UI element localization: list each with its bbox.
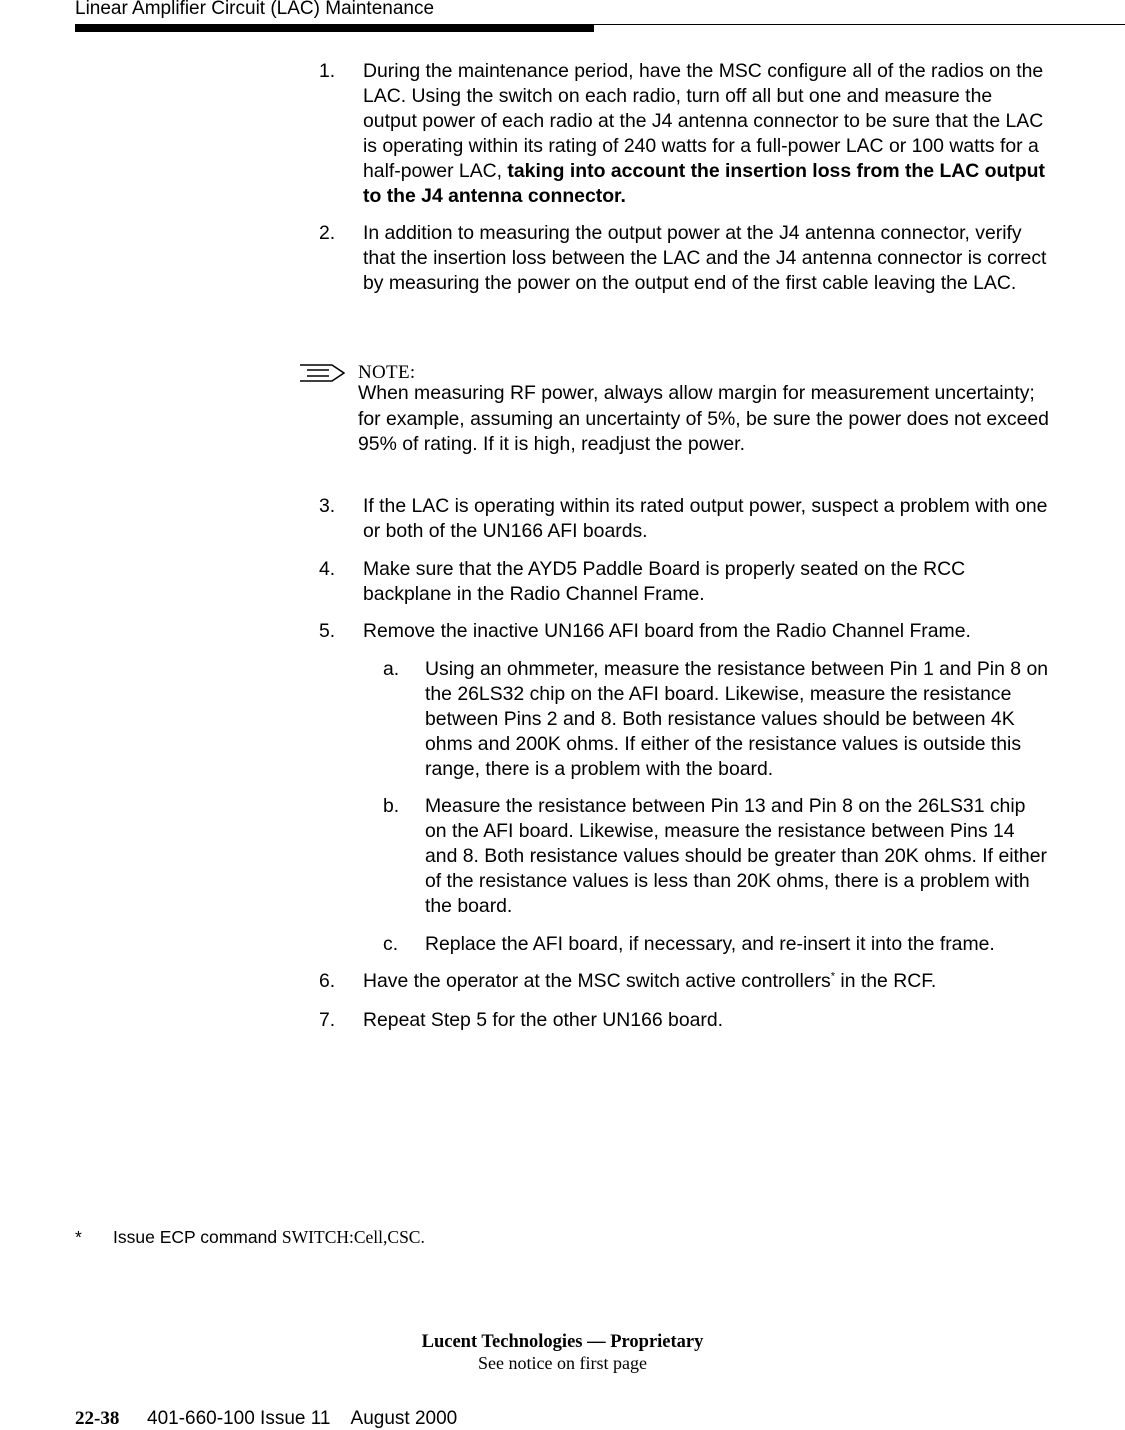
header-rule-bar: [75, 24, 594, 32]
step-text: If the LAC is operating within its rated output power, suspect a problem with one or both of the UN166 AFI boards.: [363, 495, 1048, 542]
substep-letter: a.: [383, 658, 400, 680]
step-number: 4.: [319, 558, 336, 580]
substep-b: [383, 794, 1049, 919]
note-text: When measuring RF power, always allow margin for measurement uncertainty; for example, assuming an uncertainty of 5%, be sure the power does not exceed 95% of rating. If it is high, readjust the power.: [358, 382, 1049, 455]
substep-text: Measure the resistance between Pin 13 and Pin 8 on the 26LS31 chip on the AFI board. Likewise, measure the resistance between Pins 14 and 8. Both resistance values should be greater than 20K ohms. If either of the resistance values is less than 20K ohms, there is a problem with the board.: [425, 795, 1047, 917]
step-text-bold: taking into account the insertion loss from the LAC output to the J4 antenna connector.: [363, 160, 1045, 207]
step-number: 1.: [319, 60, 336, 82]
step-6: [319, 969, 1049, 994]
step-number: 5.: [319, 620, 336, 642]
footnote-command: SWITCH:Cell,CSC.: [281, 1227, 425, 1247]
step-text: Repeat Step 5 for the other UN166 board.: [363, 1009, 724, 1031]
step-text: [363, 969, 1049, 994]
step-2: [319, 221, 1049, 296]
step-number: 2.: [319, 222, 336, 244]
substep-a: [383, 657, 1049, 782]
footnote-reference[interactable]: *: [830, 970, 836, 983]
document-info: 401-660-100 Issue 11 August 2000: [147, 1408, 458, 1429]
footer-notice: See notice on first page: [478, 1353, 647, 1373]
substep-letter: c.: [383, 933, 399, 955]
step-text: [363, 59, 1049, 209]
step-text: Make sure that the AYD5 Paddle Board is properly seated on the RCC backplane in the Radio Channel Frame.: [363, 558, 966, 605]
substep-text: Using an ohmmeter, measure the resistance between Pin 1 and Pin 8 on the 26LS32 chip on the AFI board. Likewise, measure the resistance between Pins 2 and 8. Both resistance values should be between 4K ohms and 200K ohms. If either of the resistance values is outside this range, there is a problem with the board.: [425, 658, 1049, 780]
substep-letter: b.: [383, 795, 400, 817]
footer-company: Lucent Technologies — Proprietary: [421, 1332, 704, 1352]
page-number: 22-38: [75, 1408, 120, 1429]
substep-c: [383, 932, 1049, 957]
step-4: [319, 557, 1049, 607]
step-number: 7.: [319, 1009, 336, 1031]
step-3: [319, 494, 1049, 544]
step-text: In addition to measuring the output power at the J4 antenna connector, verify that the insertion loss between the LAC and the J4 antenna connector is correct by measuring the power on the output end of the first cable leaving the LAC.: [363, 222, 1047, 294]
step-number: 6.: [319, 970, 336, 992]
header-title: Linear Amplifier Circuit (LAC) Maintenance: [75, 0, 435, 19]
step-text-plain: Have the operator at the MSC switch active controllers: [363, 970, 831, 992]
substep-text: Replace the AFI board, if necessary, and re-insert it into the frame.: [425, 933, 995, 955]
step-text: Remove the inactive UN166 AFI board from the Radio Channel Frame.: [363, 620, 971, 642]
footnote-text: [113, 1227, 425, 1247]
step-5: [319, 619, 1049, 644]
note-label: NOTE:: [358, 362, 416, 383]
footnote-marker: *: [75, 1227, 82, 1247]
note-arrow-icon: [299, 364, 345, 382]
step-text-after: in the RCF.: [835, 970, 937, 992]
step-1: [319, 59, 1049, 209]
step-7: [319, 1008, 1049, 1033]
footnote-plain: Issue ECP command: [113, 1227, 282, 1247]
step-text-plain: During the maintenance period, have the MSC configure all of the radios on the LAC. Using the switch on each radio, turn off all but one and measure the output power of each radio at the J4 antenna connector to be sure that the LAC is operating within its rating of 240 watts for a full-power LAC or 100 watts for a half-power LAC,: [363, 60, 1044, 182]
footnote: [75, 1226, 425, 1248]
step-number: 3.: [319, 495, 336, 517]
